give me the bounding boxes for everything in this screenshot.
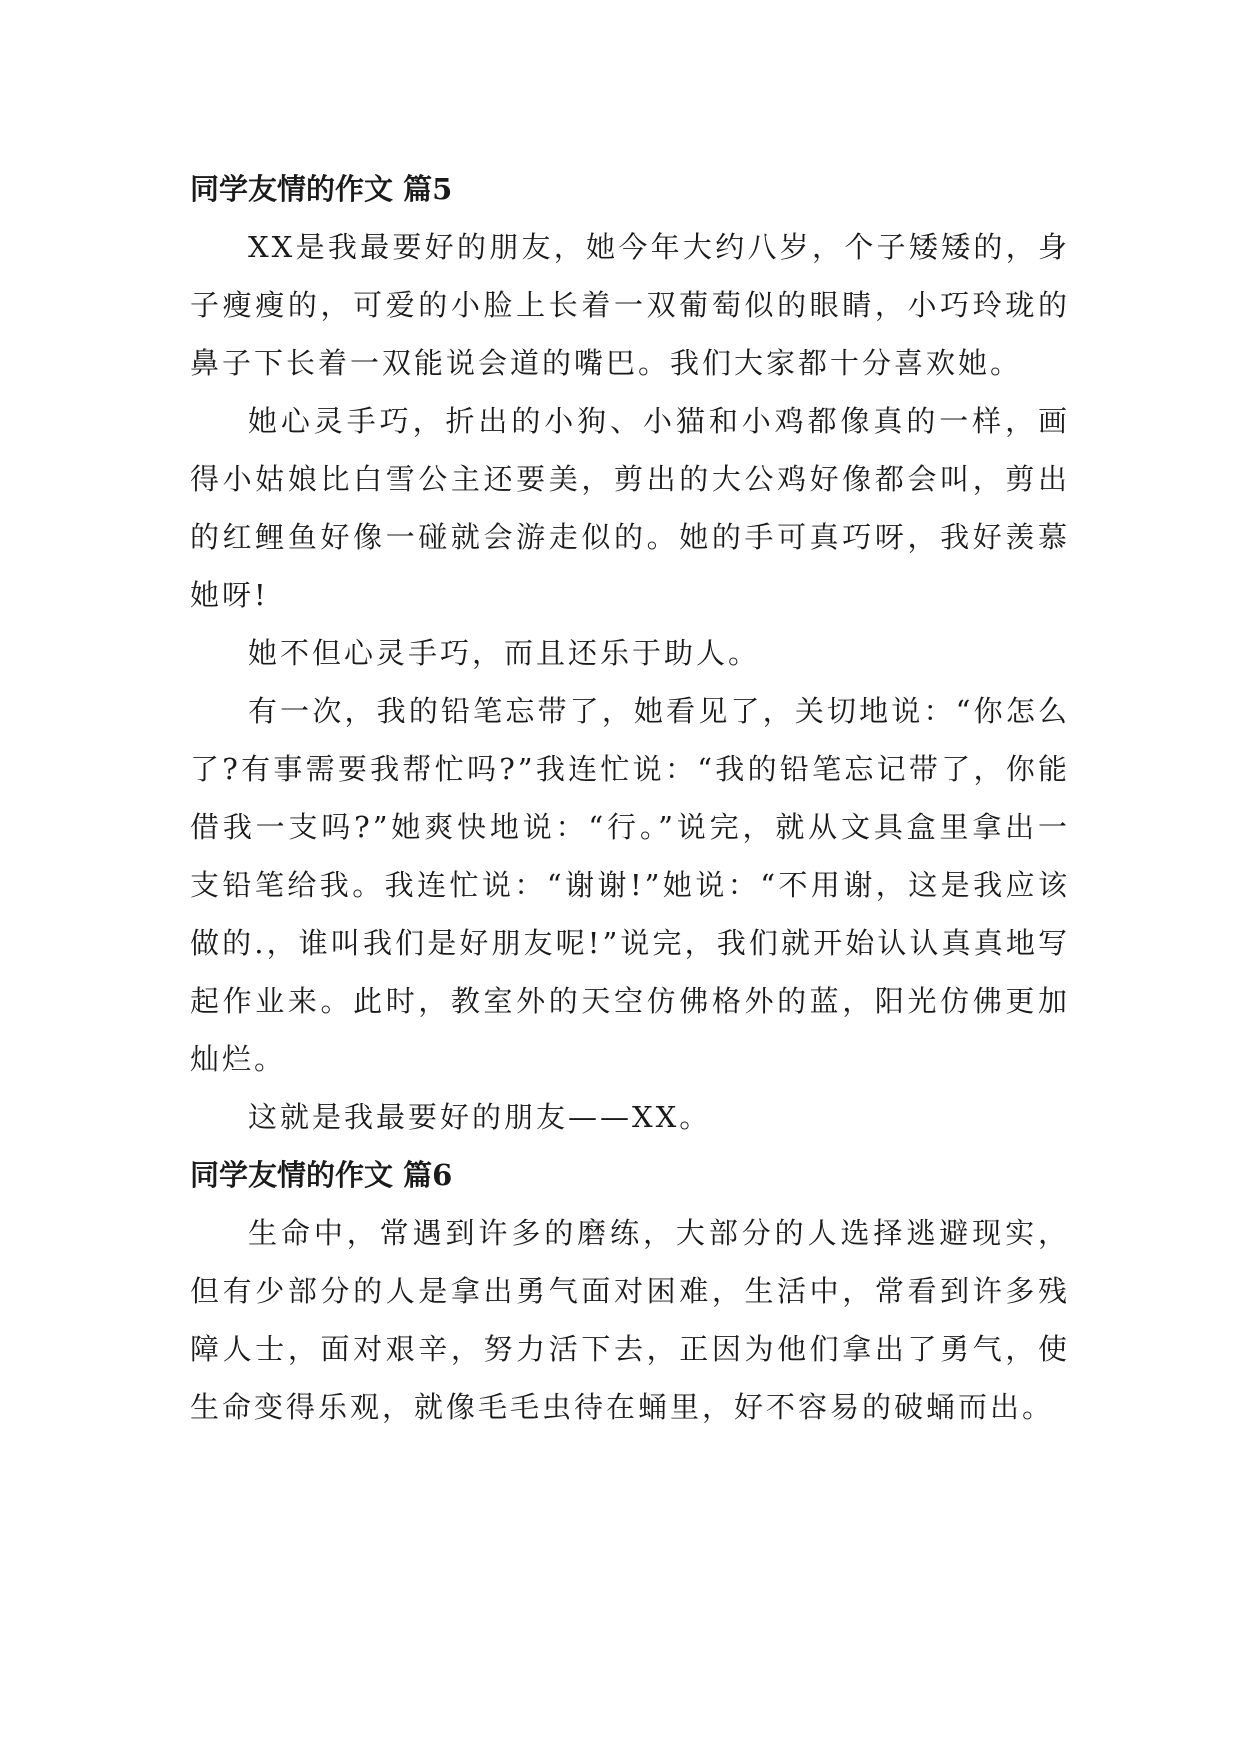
paragraph: 她不但心灵手巧，而且还乐于助人。 — [248, 636, 761, 670]
paragraph: 这就是我最要好的朋友——XX。 — [248, 1100, 712, 1134]
paragraph: 她心灵手巧，折出的小狗、小猫和小鸡都像真的一样，画得小姑娘比白雪公主还要美，剪出的大公鸡好像都会叫，剪出的红鲤鱼好像一碰就会游走似的。她的手可真巧呀，我好羡慕她呀! — [190, 404, 1070, 612]
section-heading-6: 同学友情的作文 篇6 — [190, 1158, 453, 1192]
paragraph: 有一次，我的铅笔忘带了，她看见了，关切地说：“你怎么了?有事需要我帮忙吗?”我连忙说：“我的铅笔忘记带了，你能借我一支吗?”她爽快地说：“行。”说完，就从文具盒里拿出一支铅笔给我。我连忙说：“谢谢!”她说：“不用谢，这是我应该做的.，谁叫我们是好朋友呢!”说完，我们就开始认认真真地写起作业来。此时，教室外的天空仿佛格外的蓝，阳光仿佛更加灿烂。 — [190, 694, 1070, 1076]
section-heading-5: 同学友情的作文 篇5 — [190, 172, 453, 206]
paragraph: XX是我最要好的朋友，她今年大约八岁，个子矮矮的，身子瘦瘦的，可爱的小脸上长着一双葡萄似的眼睛，小巧玲珑的鼻子下长着一双能说会道的嘴巴。我们大家都十分喜欢她。 — [190, 230, 1070, 380]
document-body — [190, 160, 1070, 1436]
paragraph: 生命中，常遇到许多的磨练，大部分的人选择逃避现实，但有少部分的人是拿出勇气面对困难，生活中，常看到许多残障人士，面对艰辛，努力活下去，正因为他们拿出了勇气，使生命变得乐观，就像毛毛虫待在蛹里，好不容易的破蛹而出。 — [190, 1216, 1070, 1424]
